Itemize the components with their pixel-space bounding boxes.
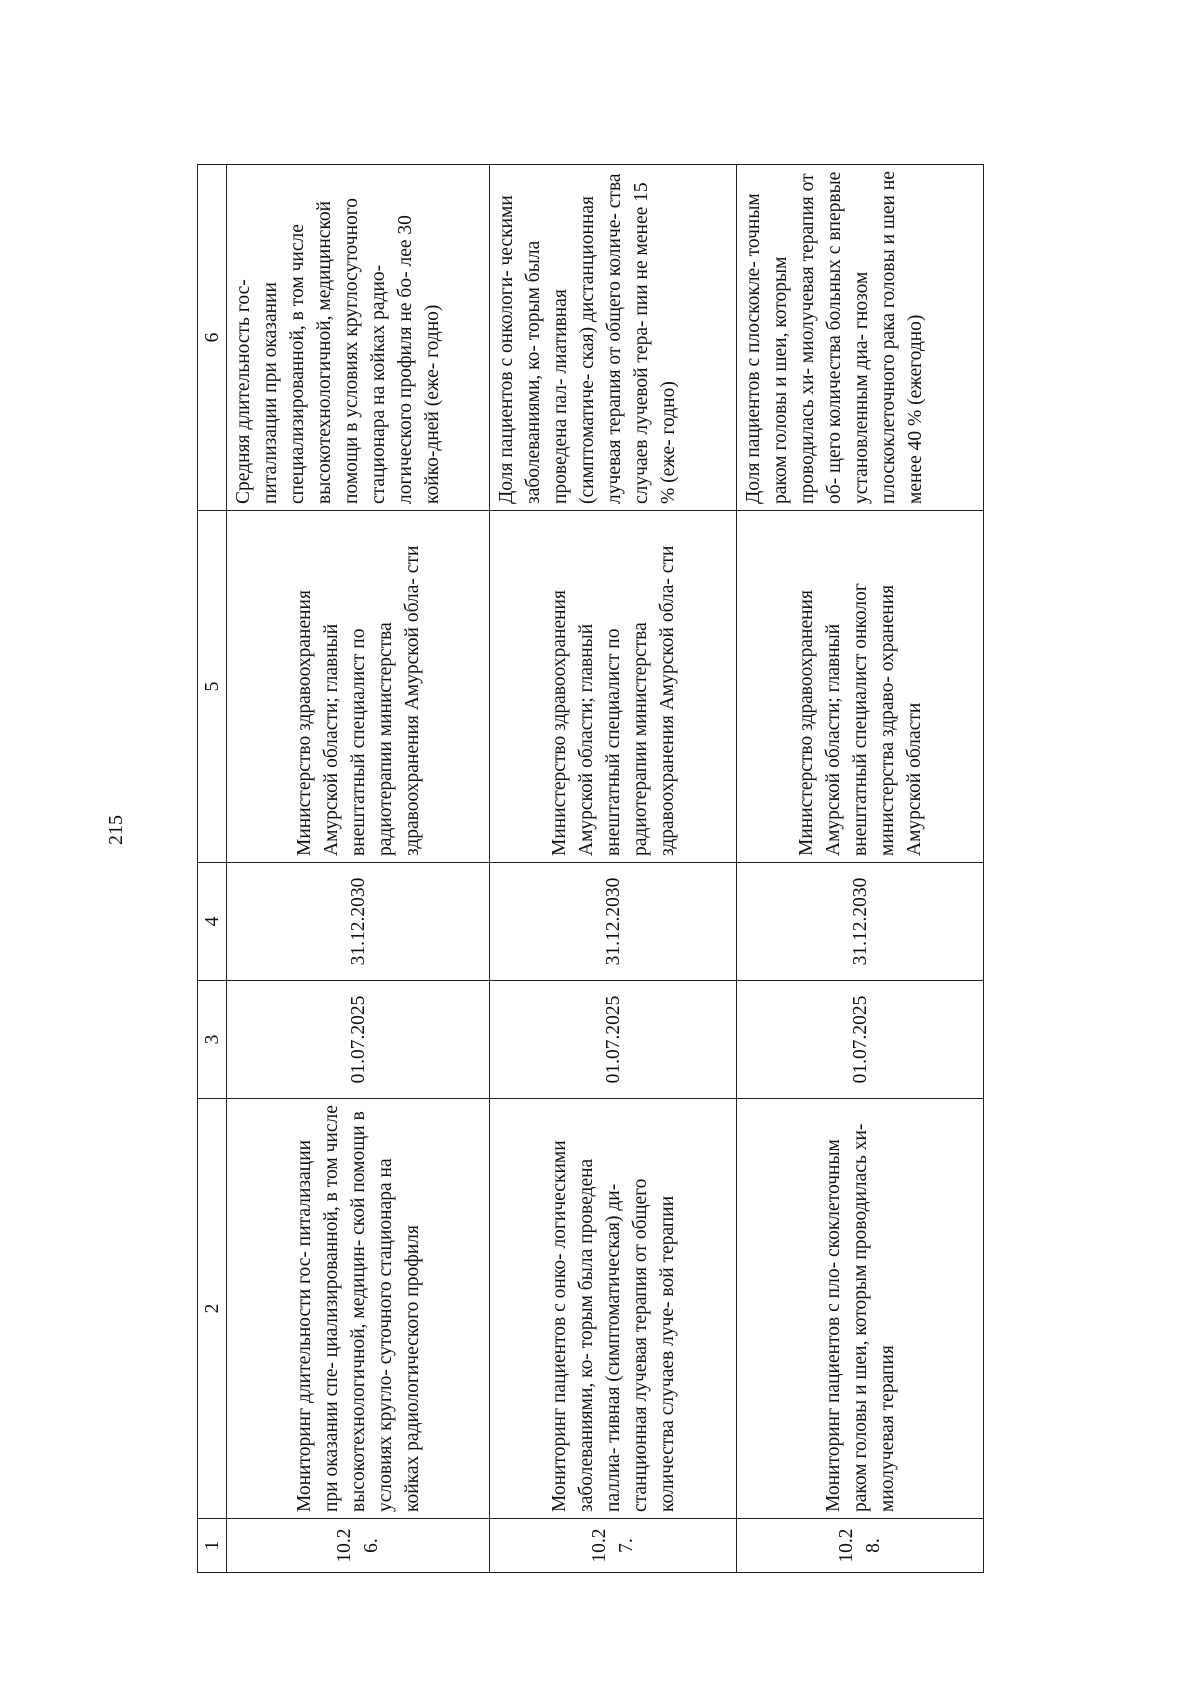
table-row <box>490 165 737 1573</box>
header-cell: 5 <box>198 511 227 863</box>
responsible-cell: Министерство здравоохранения Амурской области; главный внештатный специалист онколог министерства здраво- охранения Амурской области <box>737 511 984 863</box>
row-number: 10.28. <box>737 1519 984 1573</box>
measure-cell: Мониторинг пациентов с пло- скоклеточным раком головы и шеи, которым проводилась хи- миолучевая терапия <box>737 1099 984 1519</box>
result-cell: Доля пациентов с онкологи- ческими заболеваниями, ко- торым была проведена пал- лиативная (симптоматиче- ская) дистанционная лучевая терапия от общего количе- ства случаев лучевой тера- пии не менее 15 % (еже- годно) <box>490 165 737 511</box>
start-date-cell: 01.07.2025 <box>227 981 490 1099</box>
measures-table <box>197 164 984 1573</box>
page-number: 215 <box>105 815 127 845</box>
row-number: 10.26. <box>227 1519 490 1573</box>
result-cell: Доля пациентов с плоскокле- точным раком головы и шеи, которым проводилась хи- миолучевая терапия от об- щего количества больных с впервые установленным диа- гнозом плоскоклеточного рака головы и шеи не менее 40 % (ежегодно) <box>737 165 984 511</box>
measure-cell: Мониторинг длительности гос- питализации при оказании спе- циализированной, в том числе высокотехнологичной, медицин- ской помощи в условиях кругло- суточного стационара на койках радиологического профиля <box>227 1099 490 1519</box>
end-date-cell: 31.12.2030 <box>737 863 984 981</box>
header-cell: 1 <box>198 1519 227 1573</box>
header-cell: 4 <box>198 863 227 981</box>
table-row <box>737 165 984 1573</box>
rotated-table-container <box>197 165 973 1573</box>
table-header-row <box>198 165 227 1573</box>
end-date-cell: 31.12.2030 <box>227 863 490 981</box>
header-cell: 3 <box>198 981 227 1099</box>
start-date-cell: 01.07.2025 <box>737 981 984 1099</box>
start-date-cell: 01.07.2025 <box>490 981 737 1099</box>
responsible-cell: Министерство здравоохранения Амурской области; главный внештатный специалист по радиотерапии министерства здравоохранения Амурской обла- сти <box>227 511 490 863</box>
measure-cell: Мониторинг пациентов с онко- логическими заболеваниями, ко- торым была проведена паллиа- тивная (симптоматическая) ди- станционная лучевая терапия от общего количества случаев луче- вой терапии <box>490 1099 737 1519</box>
row-number: 10.27. <box>490 1519 737 1573</box>
responsible-cell: Министерство здравоохранения Амурской области; главный внештатный специалист по радиотерапии министерства здравоохранения Амурской обла- сти <box>490 511 737 863</box>
table-row <box>227 165 490 1573</box>
header-cell: 6 <box>198 165 227 511</box>
result-cell: Средняя длительность гос- питализации при оказании специализированной, в том числе высокотехнологичной, медицинской помощи в условиях круглосуточного стационара на койках радио- логического профиля не бо- лее 30 койко-дней (еже- годно) <box>227 165 490 511</box>
header-cell: 2 <box>198 1099 227 1519</box>
end-date-cell: 31.12.2030 <box>490 863 737 981</box>
